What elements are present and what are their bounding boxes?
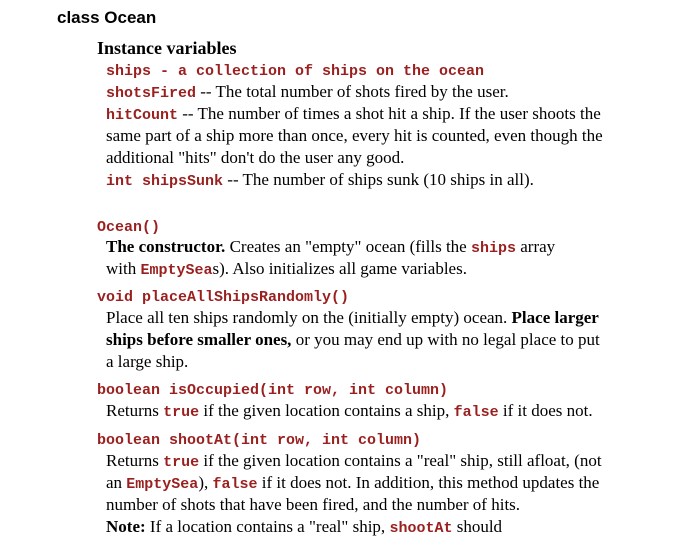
section-heading-instance-variables: Instance variables — [97, 38, 237, 58]
page-title: class Ocean — [57, 8, 157, 27]
shoot-note-label: Note: — [106, 517, 146, 536]
var-shipssunk-desc: -- The number of ships sunk (10 ships in all). — [223, 170, 534, 189]
var-shipssunk-name: int shipsSunk — [106, 173, 224, 190]
ctor-desc-2a: with — [106, 259, 141, 278]
ctor-desc-1b: array — [515, 237, 556, 256]
method-signature-isoccupied: boolean isOccupied(int row, int column) — [97, 382, 449, 399]
shoot-desc-1a: Returns — [106, 451, 164, 470]
shoot-code-shootat: shootAt — [389, 520, 453, 537]
var-hitcount-desc-2: same part of a ship more than once, every hit is counted, even though the — [106, 126, 603, 145]
shoot-code-emptysea: EmptySea — [126, 476, 199, 493]
place-desc-1a: Place all ten ships randomly on the (initially empty) ocean. — [106, 308, 512, 327]
var-shotsfired-name: shotsFired — [106, 85, 197, 102]
occupied-desc-1c: if it does not. — [498, 401, 593, 420]
shoot-desc-1 — [106, 450, 602, 473]
ctor-desc-1a: Creates an "empty" ocean (fills the — [225, 237, 471, 256]
var-ships-text: ships - a collection of ships on the ocean — [106, 63, 485, 80]
var-shotsfired-desc: -- The total number of shots fired by the user. — [196, 82, 509, 101]
shoot-desc-3: number of shots that have been fired, and the number of hits. — [106, 495, 521, 514]
var-hitcount — [106, 103, 666, 126]
place-desc-1-bold: Place larger — [511, 308, 599, 327]
var-shipssunk — [106, 169, 666, 192]
shoot-desc-4b: should — [452, 517, 503, 536]
occupied-desc-1 — [106, 400, 593, 423]
shoot-desc-2b: ), — [198, 473, 213, 492]
method-signature-placeallshipsrandomly: void placeAllShipsRandomly() — [97, 289, 350, 306]
var-shotsfired — [106, 81, 666, 104]
var-ships — [106, 59, 666, 82]
ctor-desc-2b: s). Also initializes all game variables. — [212, 259, 467, 278]
var-hitcount-desc-3: additional "hits" don't do the user any good. — [106, 148, 405, 167]
shoot-desc-1b: if the given location contains a "real" ship, still afloat, (not — [199, 451, 602, 470]
method-signature-shootat: boolean shootAt(int row, int column) — [97, 432, 422, 449]
method-signature-ocean: Ocean() — [97, 219, 161, 236]
place-desc-2a: or you may end up with no legal place to put — [291, 330, 600, 349]
var-hitcount-desc-1: -- The number of times a shot hit a ship. If the user shoots the — [178, 104, 601, 123]
shoot-code-false: false — [212, 476, 258, 493]
ctor-desc-2 — [106, 258, 467, 281]
place-desc-1 — [106, 307, 599, 328]
place-desc-2-bold: ships before smaller ones, — [106, 330, 292, 349]
place-desc-2 — [106, 329, 600, 350]
shoot-desc-4 — [106, 516, 502, 539]
ctor-desc-1 — [106, 236, 555, 259]
ctor-desc-code-ships: ships — [470, 240, 516, 257]
occupied-desc-1a: Returns — [106, 401, 164, 420]
occupied-desc-1b: if the given location contains a ship, — [199, 401, 454, 420]
ctor-desc-bold: The constructor. — [106, 237, 226, 256]
ctor-desc-code-emptysea: EmptySea — [140, 262, 213, 279]
place-desc-3: a large ship. — [106, 352, 189, 371]
var-hitcount-name: hitCount — [106, 107, 179, 124]
shoot-desc-2 — [106, 472, 599, 495]
occupied-code-true: true — [163, 404, 200, 421]
shoot-desc-2a: an — [106, 473, 127, 492]
occupied-code-false: false — [453, 404, 499, 421]
shoot-code-true: true — [163, 454, 200, 471]
shoot-desc-2c: if it does not. In addition, this method updates the — [257, 473, 600, 492]
shoot-desc-4a: If a location contains a "real" ship, — [145, 517, 390, 536]
